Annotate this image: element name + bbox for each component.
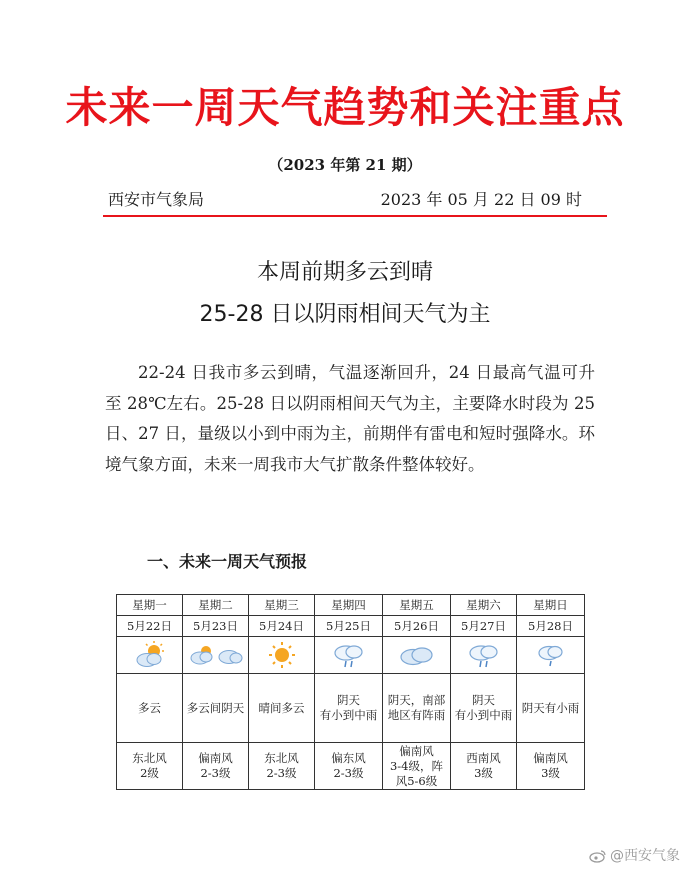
weekday-cell: 星期日 bbox=[517, 595, 585, 616]
weekday-cell: 星期四 bbox=[315, 595, 383, 616]
summary-paragraph: 22-24 日我市多云到晴，气温逐渐回升，24 日最高气温可升至 28℃左右。25-28 日以阴雨相间天气为主，主要降水时段为 25 日、27 日，量级以小到中雨为主，前期伴有雷电和短时强降水。环境气象方面，未来一周我市大气扩散条件整体较好。 bbox=[105, 363, 595, 474]
wind-cell: 东北风 2-3级 bbox=[249, 743, 315, 790]
wind-cell: 偏东风 2-3级 bbox=[315, 743, 383, 790]
sun-icon bbox=[268, 641, 296, 669]
section-heading: 一、未来一周天气预报 bbox=[147, 552, 308, 571]
date-cell: 5月25日 bbox=[315, 616, 383, 637]
issue-number: （2023 年第 21 期） bbox=[268, 156, 422, 174]
date-cell: 5月27日 bbox=[451, 616, 517, 637]
issue-date: 2023 年 05 月 22 日 09 时 bbox=[380, 190, 582, 209]
date-row bbox=[117, 616, 585, 637]
wind-cell: 西南风 3级 bbox=[451, 743, 517, 790]
weekday-cell: 星期六 bbox=[451, 595, 517, 616]
weekday-row bbox=[117, 595, 585, 616]
light-rain-icon bbox=[536, 641, 566, 669]
description-cell: 晴间多云 bbox=[249, 674, 315, 743]
description-cell: 阴天，南部 地区有阵雨 bbox=[383, 674, 451, 743]
issuing-agency: 西安市气象局 bbox=[108, 190, 205, 209]
description-cell: 阴天 有小到中雨 bbox=[315, 674, 383, 743]
headline-line-2: 25-28 日以阴雨相间天气为主 bbox=[199, 302, 491, 327]
headline-line-1: 本周前期多云到晴 bbox=[256, 260, 433, 285]
description-cell: 阴天有小雨 bbox=[517, 674, 585, 743]
weather-icon-row bbox=[117, 637, 585, 674]
overcast-icon bbox=[398, 642, 436, 668]
header-divider bbox=[103, 215, 607, 217]
rain-cloud-icon bbox=[332, 640, 366, 670]
wind-cell: 偏南风 2-3级 bbox=[183, 743, 249, 790]
weekday-cell: 星期二 bbox=[183, 595, 249, 616]
document-title: 未来一周天气趋势和关注重点 bbox=[65, 83, 625, 132]
date-cell: 5月28日 bbox=[517, 616, 585, 637]
description-row bbox=[117, 674, 585, 743]
weibo-watermark bbox=[589, 846, 680, 866]
date-cell: 5月22日 bbox=[117, 616, 183, 637]
cloudy-to-overcast-icon bbox=[186, 642, 246, 668]
weekday-cell: 星期五 bbox=[383, 595, 451, 616]
wind-cell: 东北风 2级 bbox=[117, 743, 183, 790]
date-cell: 5月26日 bbox=[383, 616, 451, 637]
weibo-icon bbox=[589, 849, 607, 863]
rain-cloud-icon bbox=[467, 640, 501, 670]
weekday-cell: 星期三 bbox=[249, 595, 315, 616]
partly-cloudy-icon bbox=[132, 640, 168, 670]
forecast-table bbox=[116, 594, 585, 790]
weekday-cell: 星期一 bbox=[117, 595, 183, 616]
watermark-text: @西安气象 bbox=[610, 848, 680, 864]
description-cell: 多云 bbox=[117, 674, 183, 743]
date-cell: 5月23日 bbox=[183, 616, 249, 637]
wind-row bbox=[117, 743, 585, 790]
date-cell: 5月24日 bbox=[249, 616, 315, 637]
description-cell: 多云间阴天 bbox=[183, 674, 249, 743]
description-cell: 阴天 有小到中雨 bbox=[451, 674, 517, 743]
wind-cell: 偏南风 3级 bbox=[517, 743, 585, 790]
wind-cell: 偏南风 3-4级，阵 风5-6级 bbox=[383, 743, 451, 790]
